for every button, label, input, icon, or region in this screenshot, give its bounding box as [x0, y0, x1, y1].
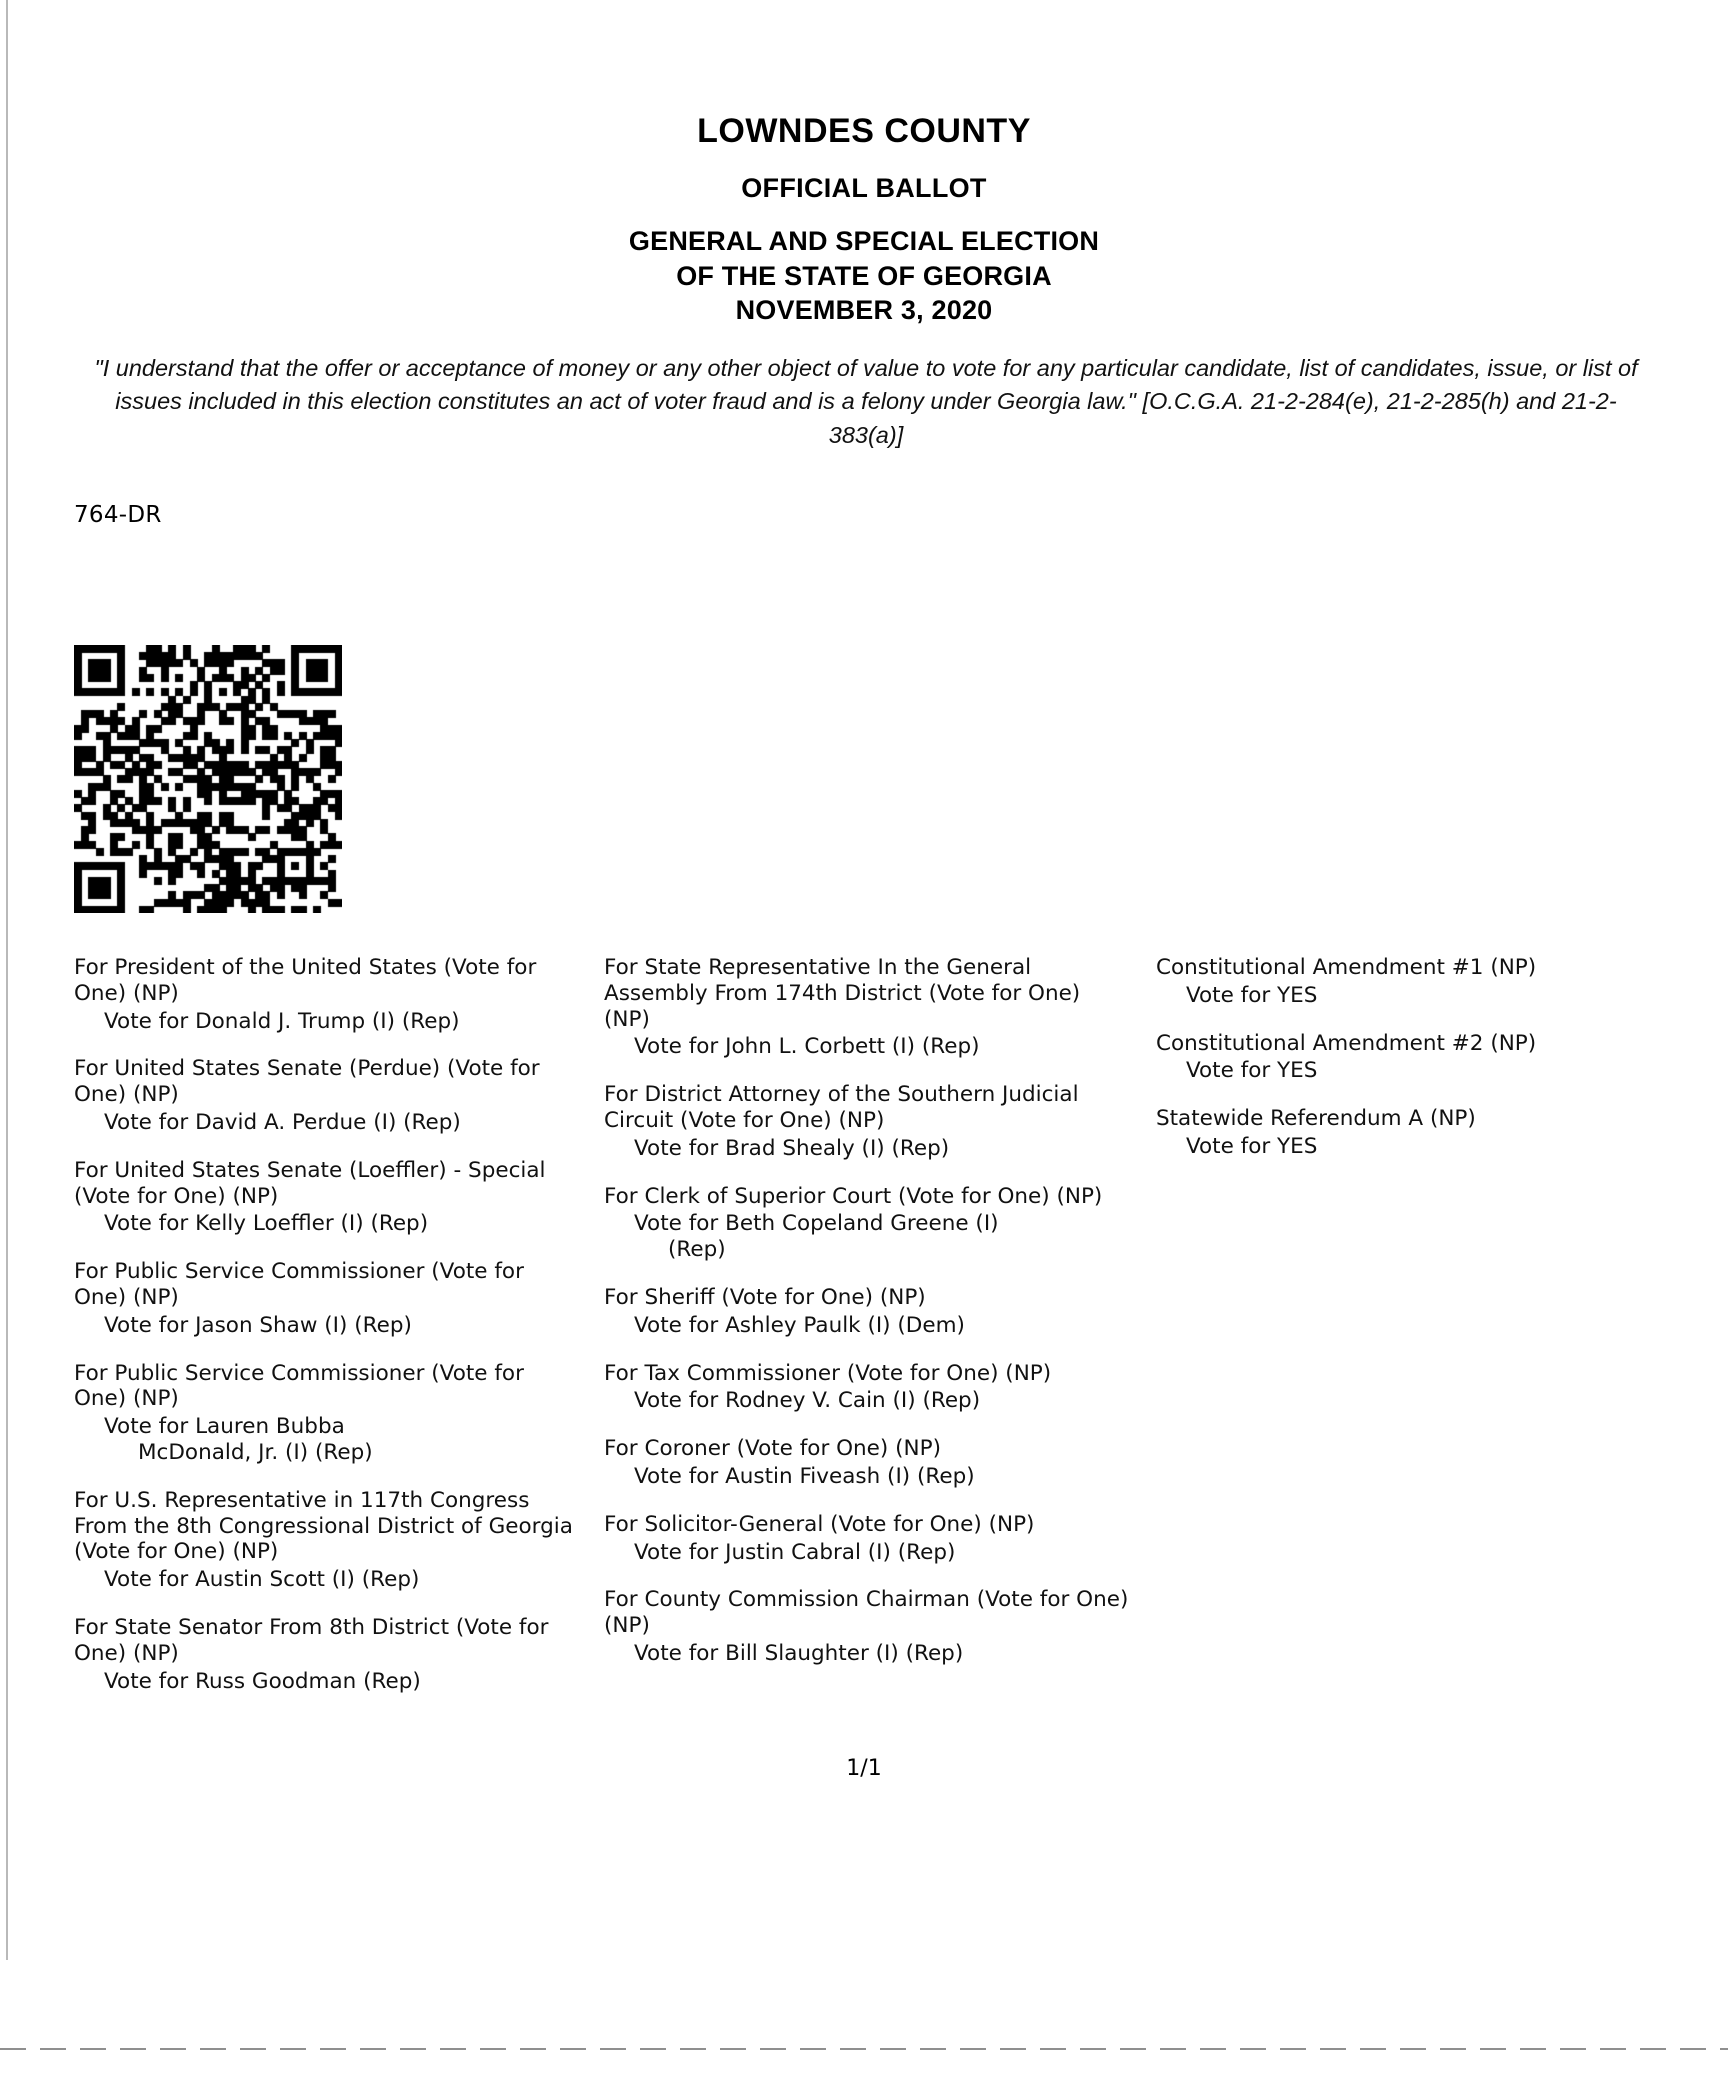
contest-title: For Public Service Commissioner (Vote for One) (NP) — [74, 1360, 524, 1412]
contest-selection-text: Vote for Lauren Bubba — [104, 1414, 345, 1440]
contest-title: Constitutional Amendment #1 (NP) — [1155, 955, 1537, 980]
contest-selection-text: Vote for Austin Fiveash (I) (Rep) — [634, 1463, 975, 1489]
contest-title: For State Representative In the General Assembly From 174th District (Vote for One) (NP) — [604, 955, 1081, 1032]
contest-title: For President of the United States (Vote for One) (NP) — [74, 955, 537, 1006]
contest-selection — [604, 1641, 1132, 1667]
contest-selection — [604, 1136, 1132, 1162]
contest-selection — [604, 1464, 1132, 1490]
contest-selection — [74, 1414, 580, 1466]
contest-selection — [604, 1034, 1132, 1060]
contest-selection — [1156, 983, 1654, 1009]
contest-selection — [74, 1313, 580, 1339]
contest-selection-text: Vote for Bill Slaughter (I) (Rep) — [634, 1640, 964, 1666]
contest-column-2 — [604, 955, 1132, 1716]
contest-title: For Coroner (Vote for One) (NP) — [604, 1436, 941, 1462]
contest — [74, 955, 580, 1034]
contest — [604, 1587, 1132, 1666]
ballot-header — [0, 112, 1728, 328]
contest-selection-text: Vote for Austin Scott (I) (Rep) — [104, 1567, 420, 1593]
contest-selection — [604, 1313, 1132, 1339]
contest — [1156, 1106, 1654, 1160]
contest-selection-text: Vote for YES — [1185, 982, 1318, 1008]
contest-selection — [604, 1211, 1132, 1263]
voter-fraud-oath: "I understand that the offer or acceptance of money or any other object of value to vote for any particular candidate, list of candidates, issue, or list of issues included in this election constitutes an act of voter fraud and is a felony under Georgia law." [O.C.G.A. 21-2-284(e), 21-2-285(h) and 21-2-383(a)] — [94, 355, 1638, 448]
contest — [74, 1488, 580, 1593]
qr-code-canvas — [74, 645, 342, 913]
scan-edge-bottom — [0, 2048, 1728, 2050]
official-ballot-title: OFFICIAL BALLOT — [741, 173, 987, 203]
contest — [604, 1082, 1132, 1161]
contest-selection — [604, 1388, 1132, 1414]
contest-selection-continuation: (Rep) — [668, 1237, 726, 1263]
contest-selection-text: Vote for Beth Copeland Greene (I) — [634, 1211, 999, 1237]
contest — [74, 1361, 580, 1466]
contest-selection-text: Vote for Kelly Loeffler (I) (Rep) — [104, 1211, 429, 1237]
contest-selection — [74, 1567, 580, 1593]
contest — [74, 1615, 580, 1694]
election-date: NOVEMBER 3, 2020 — [735, 295, 993, 326]
contest-title: Constitutional Amendment #2 (NP) — [1155, 1030, 1537, 1056]
election-title-line2: OF THE STATE OF GEORGIA — [676, 260, 1052, 291]
contest — [74, 1158, 580, 1237]
contest-title: For County Commission Chairman (Vote for One) (NP) — [604, 1587, 1129, 1639]
contest-selection — [1156, 1058, 1654, 1084]
contest-title: For United States Senate (Loeffler) - Special (Vote for One) (NP) — [74, 1157, 546, 1209]
contest — [604, 1436, 1132, 1490]
election-title — [0, 224, 1728, 328]
contest-selection-text: Vote for YES — [1185, 1133, 1318, 1159]
contest-title: For Sheriff (Vote for One) (NP) — [604, 1284, 926, 1310]
contest — [604, 1512, 1132, 1566]
contest — [604, 955, 1132, 1060]
contest-selection-text: Vote for YES — [1185, 1058, 1318, 1084]
contest-title: For District Attorney of the Southern Judicial Circuit (Vote for One) (NP) — [604, 1082, 1079, 1133]
contest-title: For U.S. Representative in 117th Congress From the 8th Congressional District of Georgia (Vote for One) (NP) — [74, 1487, 573, 1565]
contest-column-1 — [74, 955, 580, 1716]
contest-selection — [74, 1211, 580, 1237]
contest — [604, 1184, 1132, 1263]
contest-selection-text: Vote for David A. Perdue (I) (Rep) — [104, 1109, 461, 1135]
contest-selection-text: Vote for Rodney V. Cain (I) (Rep) — [634, 1388, 981, 1414]
contest — [604, 1285, 1132, 1339]
contest — [74, 1056, 580, 1135]
contest-selection — [74, 1669, 580, 1695]
contest-column-3 — [1156, 955, 1654, 1716]
county-title: LOWNDES COUNTY — [697, 112, 1031, 150]
ballot-style-code: 764-DR — [74, 502, 162, 528]
contest-title: For Public Service Commissioner (Vote for One) (NP) — [74, 1259, 524, 1310]
qr-code — [74, 645, 342, 913]
contest — [1156, 1031, 1654, 1085]
contest-title: For United States Senate (Perdue) (Vote for One) (NP) — [74, 1056, 540, 1108]
contest-title: For Solicitor-General (Vote for One) (NP) — [604, 1511, 1035, 1537]
contest — [74, 1259, 580, 1338]
contest-selection-text: Vote for Ashley Paulk (I) (Dem) — [634, 1312, 965, 1338]
contest-title: Statewide Referendum A (NP) — [1155, 1106, 1476, 1132]
contest-selection-text: Vote for Brad Shealy (I) (Rep) — [634, 1135, 950, 1161]
contest-title: For State Senator From 8th District (Vote for One) (NP) — [74, 1614, 549, 1666]
contest-selection — [74, 1009, 580, 1035]
contest-selection-text: Vote for John L. Corbett (I) (Rep) — [634, 1034, 980, 1060]
election-title-line1: GENERAL AND SPECIAL ELECTION — [628, 226, 1100, 256]
contest-selection — [604, 1540, 1132, 1566]
contest-selection-continuation: McDonald, Jr. (I) (Rep) — [138, 1439, 373, 1465]
page-number: 1/1 — [846, 1756, 882, 1781]
contest-selection — [74, 1110, 580, 1136]
contest-columns — [74, 955, 1654, 1716]
contest-title: For Tax Commissioner (Vote for One) (NP) — [604, 1360, 1052, 1386]
contest-selection-text: Vote for Donald J. Trump (I) (Rep) — [104, 1008, 460, 1034]
contest-selection-text: Vote for Russ Goodman (Rep) — [104, 1668, 421, 1694]
contest — [604, 1361, 1132, 1415]
contest-selection-text: Vote for Justin Cabral (I) (Rep) — [634, 1539, 956, 1565]
contest-title: For Clerk of Superior Court (Vote for One) (NP) — [604, 1183, 1103, 1209]
contest — [1156, 955, 1654, 1009]
contest-selection-text: Vote for Jason Shaw (I) (Rep) — [104, 1312, 412, 1338]
contest-selection — [1156, 1134, 1654, 1160]
